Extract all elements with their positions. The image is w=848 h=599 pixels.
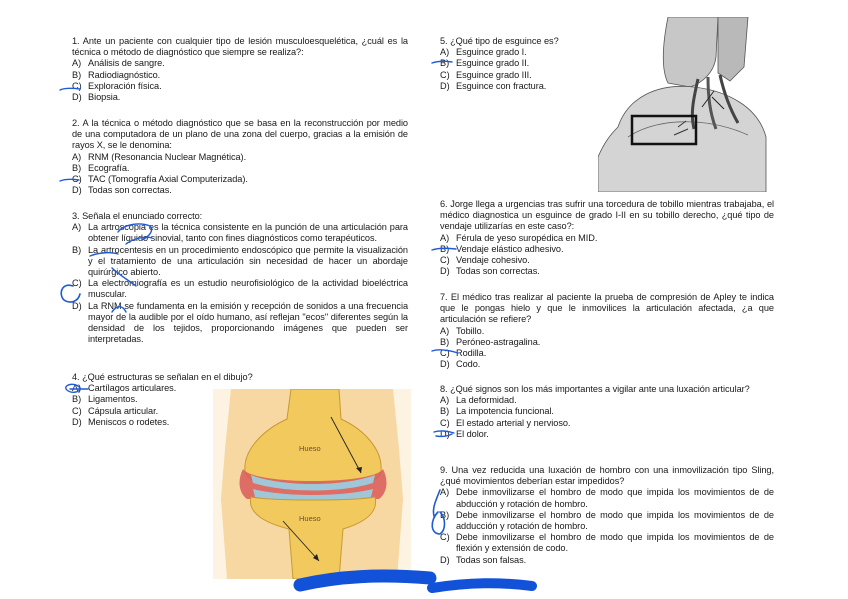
answer-option-d: D) Todas son correctas. (440, 266, 540, 277)
bone-label-upper: Hueso (299, 444, 321, 453)
question-5 (440, 36, 590, 92)
answer-option-a: A) La artroscopia es la técnica consistente en la punción de una articulación para obtener líquido sinovial, tanto con fines diagnósticos como terapéuticos. (72, 222, 408, 244)
answer-option-b: B) La artrocentesis en un procedimiento endoscópico que permite la visualización y el tratamiento de una articulación sin necesidad de hacer un abordaje quirúrgico abierto. (72, 244, 408, 278)
knee-joint-illustration (213, 389, 411, 579)
question-7 (440, 292, 774, 370)
answer-option-c: C) Vendaje cohesivo. (440, 255, 530, 266)
answer-option-b: B) Vendaje elástico adhesivo. (440, 243, 564, 254)
question-stem: 3. Señala el enunciado correcto: (72, 211, 203, 221)
answer-option-a: A) Tobillo. (440, 325, 485, 336)
bone-label-lower: Hueso (299, 514, 321, 523)
answer-option-c: C) Debe inmovilizarse el hombro de modo que impida los movimientos de de flexión y extensión de codo. (440, 532, 774, 554)
answer-option-c: C) Cápsula articular. (72, 405, 159, 416)
answer-option-b: B) La impotencia funcional. (440, 406, 554, 417)
question-3 (72, 211, 408, 345)
answer-option-b: B) Ligamentos. (72, 394, 138, 405)
question-stem: 4. ¿Qué estructuras se señalan en el dibujo? (72, 372, 253, 382)
bottom-redaction-stroke-2 (432, 583, 532, 588)
question-stem: 6. Jorge llega a urgencias tras sufrir una torcedura de tobillo mientras trabajaba, el médico diagnostica un esguince de grado I-II en su tobillo derecho, ¿qué tipo de vendaje utilizarías en este caso?: (440, 199, 774, 232)
answer-option-a: A) Férula de yeso suropédica en MID. (440, 232, 598, 243)
answer-option-c: C) TAC (Tomografía Axial Computerizada). (72, 174, 248, 185)
question-2 (72, 118, 408, 196)
answer-option-b: B) Debe inmovilizarse el hombro de modo que impida los movimientos de de adducción y rotación de hombro. (440, 509, 774, 532)
question-stem: 7. El médico tras realizar al paciente la prueba de compresión de Apley te indica que le pongas hielo y que le inmovilices la articulación afectada, ¿a que articulación se refiere? (440, 292, 774, 325)
ankle-sprain-illustration (598, 17, 770, 192)
answer-option-d: D) Biopsia. (72, 92, 121, 103)
answer-option-d: D) Meniscos o rodetes. (72, 416, 170, 427)
answer-option-a: A) Análisis de sangre. (72, 58, 165, 69)
answer-option-a: A) Debe inmovilizarse el hombro de modo que impida los movimientos de de abducción y rotación de hombro. (440, 487, 774, 509)
answer-option-a: A) Esguince grado I. (440, 47, 527, 58)
question-stem: 8. ¿Qué signos son los más importantes a vigilar ante una luxación articular? (440, 384, 750, 394)
question-9 (440, 465, 774, 566)
answer-option-c: C) Esguince grado III. (440, 69, 532, 80)
question-1 (72, 36, 408, 103)
answer-option-b: B) Radiodiagnóstico. (72, 69, 161, 80)
answer-option-d: D) Codo. (440, 359, 481, 370)
answer-option-d: D) Todas son correctas. (72, 185, 172, 196)
answer-option-b: B) Ecografía. (72, 162, 130, 173)
answer-option-a: A) Cartílagos articulares. (72, 383, 177, 394)
question-stem: 9. Una vez reducida una luxación de hombro con una inmovilización tipo Sling, ¿qué movimientos deberían estar impedidos? (440, 465, 774, 487)
question-stem: 2. A la técnica o método diagnóstico que se basa en la reconstrucción por medio de una computadora de un plano de una zona del cuerpo, gracias a la emisión de rayos X, se le denomina: (72, 118, 408, 151)
answer-option-b: B) Esguince grado II. (440, 58, 530, 69)
question-6 (440, 199, 774, 277)
answer-option-c: C) El estado arterial y nervioso. (440, 417, 571, 428)
answer-option-d: D) La RNM se fundamenta en la emisión y recepción de sonidos a una frecuencia mayor de la audible por el oído humano, así reflejan "ecos" diferentes según la densidad de los tejidos, proporcionando imágenes que pueden ser interpretadas. (72, 300, 408, 345)
answer-option-d: D) Todas son falsas. (440, 554, 527, 565)
question-stem: 5. ¿Qué tipo de esguince es? (440, 36, 559, 46)
answer-option-c: C) Rodilla. (440, 348, 487, 359)
question-8 (440, 384, 774, 440)
answer-option-c: C) Exploración física. (72, 80, 162, 91)
answer-option-b: B) Peróneo-astragalina. (440, 336, 541, 347)
answer-option-a: A) La deformidad. (440, 395, 517, 406)
answer-option-d: D) Esguince con fractura. (440, 80, 547, 91)
answer-option-a: A) RNM (Resonancia Nuclear Magnética). (72, 151, 247, 162)
question-stem: 1. Ante un paciente con cualquier tipo de lesión musculoesquelética, ¿cuál es la técnica o método de diagnóstico que siempre se realiza?: (72, 36, 408, 58)
answer-option-d: D) El dolor. (440, 428, 489, 439)
answer-option-c: C) La electromiografía es un estudio neurofisiológico de la actividad bioeléctrica muscular. (72, 278, 408, 300)
